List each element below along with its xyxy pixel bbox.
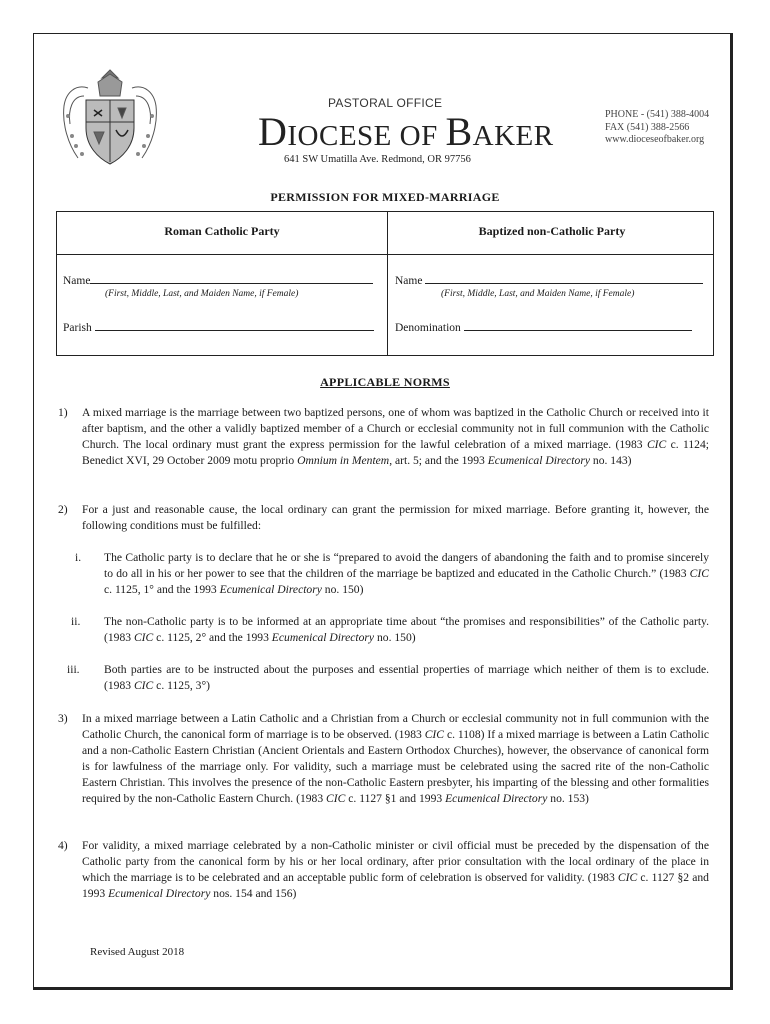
condition-number: ii. (71, 615, 81, 628)
diocese-seal-icon (58, 66, 162, 172)
norm-1: A mixed marriage is the marriage between two baptized persons, one of whom was baptized in the Catholic Church or received into it after baptism, and the other a validly baptized member of a Church or ecclesial community not in full communion with the Catholic Church. The local ordinary must grant the express permission for the lawful celebration of a mixed marriage. (1983 CIC c. 1124; Benedict XVI, 29 October 2009 motu proprio Omnium in Mentem, art. 5; and the 1993 Ecumenical Directory no. 143) (82, 406, 709, 467)
non-catholic-name-field[interactable] (395, 271, 703, 287)
roman-catholic-party-header: Roman Catholic Party (164, 224, 280, 238)
norm-number: 1) (58, 406, 68, 419)
condition-iii: Both parties are to be instructed about the purposes and essential properties of marriage which neither of them is to exclude. (1983 CIC c. 1125, 3°) (104, 663, 709, 692)
parish-field[interactable] (63, 318, 374, 334)
diocese-initial-d: D (258, 109, 288, 154)
condition-number: i. (75, 551, 82, 564)
norm-3: In a mixed marriage between a Latin Catholic and a Christian from a Church or ecclesial community not in full communion with the Catholic Church, the canonical form of marriage is to be observed. (1983 CIC c. 1108) If a mixed marriage is between a Latin Catholic and a non-Catholic Eastern Christian (Ancient Orientals and Eastern Orthodox Churches), however, the observance of canonical form is for lawfulness of the marriage only. For validity, such a marriage must be celebrated using the sacred rite of the non-Catholic Eastern Christian. This involves the presence of the non-Catholic Eastern presbyter, his imparting of the blessing and other formalities required by the non-Catholic Eastern Church. (1983 CIC c. 1127 §1 and 1993 Ecumenical Directory no. 153) (82, 712, 709, 805)
norms-title: APPLICABLE NORMS (320, 375, 450, 389)
condition-i: The Catholic party is to declare that he or she is “prepared to avoid the dangers of abandoning the faith and to promise sincerely to do all in his or her power to see that the children of the marriage be baptized and educated in the Catholic Church.” (1983 CIC c. 1125, 1° and the 1993 Ecumenical Directory no. 150) (104, 551, 709, 596)
address: 641 SW Umatilla Ave. Redmond, OR 97756 (284, 154, 471, 165)
parish-label: Parish (63, 322, 92, 334)
norm-4: For validity, a mixed marriage celebrated by a non-Catholic minister or civil official must be preceded by the dispensation of the Catholic party from the canonical form by his or her local ordinary, after prior consultation with the local ordinary of the place in which the marriage is to be celebrated and an acceptable public form of celebration is observed for validity. (1983 CIC c. 1127 §2 and 1993 Ecumenical Directory nos. 154 and 156) (82, 839, 709, 900)
diocese-name (258, 108, 554, 155)
name-label: Name (63, 275, 91, 287)
catholic-name-hint: (First, Middle, Last, and Maiden Name, if Female) (105, 289, 299, 299)
revision-date: Revised August 2018 (90, 946, 185, 958)
catholic-name-field[interactable] (63, 271, 373, 287)
norm-2: For a just and reasonable cause, the local ordinary can grant the permission for mixed marriage. Before granting it, however, the following conditions must be fulfilled: (82, 503, 709, 532)
name-label-right: Name (395, 275, 423, 287)
condition-ii: The non-Catholic party is to be informed at an appropriate time about “the promises and responsibilities” of the Catholic party. (1983 CIC c. 1125, 2° and the 1993 Ecumenical Directory no. 150) (104, 615, 709, 644)
fax: FAX (541) 388-2566 (605, 121, 690, 133)
diocese-name-end: AKER (472, 120, 554, 152)
norm-number: 3) (58, 712, 68, 725)
office-label: PASTORAL OFFICE (328, 96, 443, 110)
non-catholic-party-header: Baptized non-Catholic Party (478, 224, 626, 238)
contact-info (605, 109, 709, 147)
party-table (56, 211, 714, 356)
diocese-name-part: IOCESE OF (287, 120, 446, 152)
non-catholic-name-hint: (First, Middle, Last, and Maiden Name, if Female) (441, 289, 635, 299)
website: www.dioceseofbaker.org (605, 134, 705, 145)
denomination-field[interactable] (395, 318, 692, 334)
denomination-label: Denomination (395, 322, 461, 334)
norm-number: 2) (58, 503, 68, 516)
norm-number: 4) (58, 839, 68, 852)
form-title: PERMISSION FOR MIXED-MARRIAGE (270, 190, 500, 204)
diocese-initial-b: B (445, 109, 473, 154)
phone: PHONE - (541) 388-4004 (605, 109, 710, 120)
condition-number: iii. (67, 663, 80, 676)
